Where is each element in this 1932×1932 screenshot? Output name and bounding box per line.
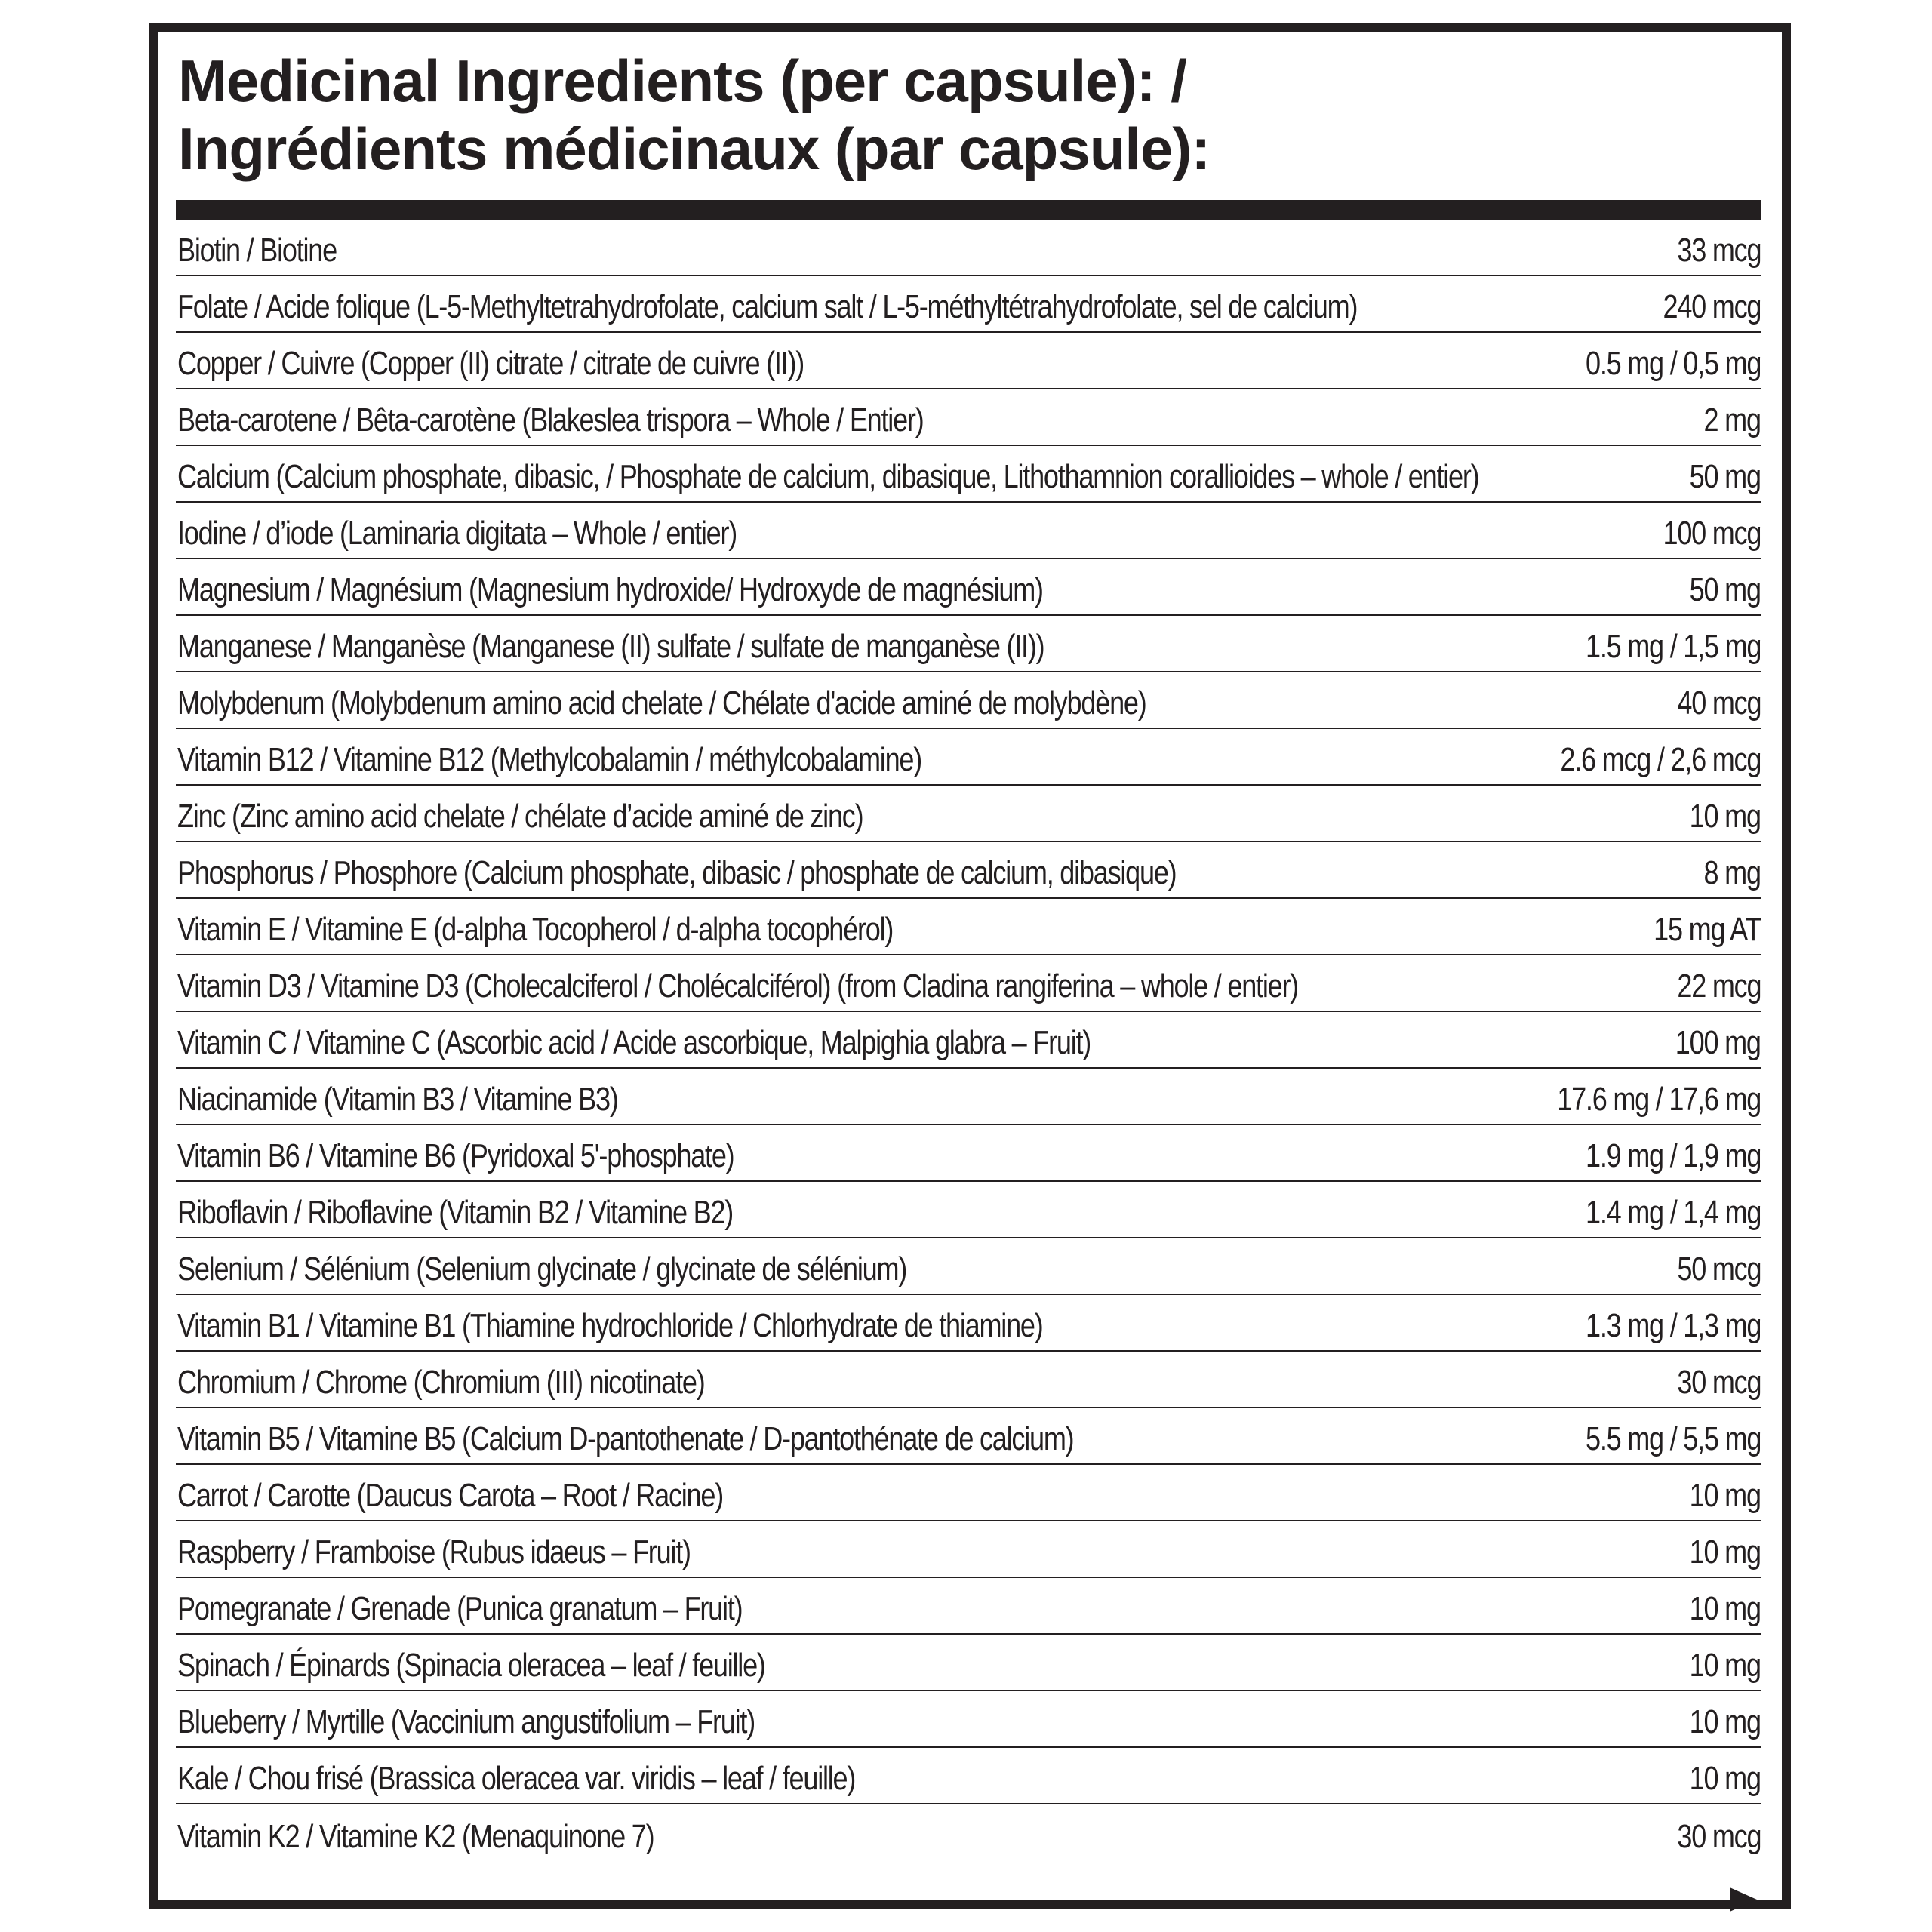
ingredient-row	[176, 1352, 1761, 1408]
ingredient-name: Vitamin B6 / Vitamine B6 (Pyridoxal 5'-phosphate)	[177, 1137, 734, 1174]
ingredient-row	[176, 389, 1761, 446]
ingredient-row	[176, 1804, 1761, 1861]
ingredient-row	[176, 1748, 1761, 1804]
ingredient-row	[176, 1578, 1761, 1635]
ingredient-row	[176, 559, 1761, 616]
ingredient-amount: 22 mcg	[1677, 968, 1761, 1004]
header-divider	[176, 200, 1761, 220]
ingredient-row	[176, 899, 1761, 955]
ingredient-row	[176, 1408, 1761, 1465]
ingredient-row	[176, 729, 1761, 786]
ingredient-amount: 50 mg	[1689, 571, 1761, 608]
ingredient-row	[176, 1069, 1761, 1125]
ingredient-row	[176, 616, 1761, 672]
ingredient-list	[176, 220, 1761, 1861]
ingredient-name: Vitamin E / Vitamine E (d-alpha Tocopherol / d-alpha tocophérol)	[177, 911, 894, 948]
ingredient-name: Pomegranate / Grenade (Punica granatum – Fruit)	[177, 1590, 743, 1627]
ingredient-name: Raspberry / Framboise (Rubus idaeus – Fruit)	[177, 1534, 691, 1571]
ingredient-row	[176, 1691, 1761, 1748]
ingredient-name: Manganese / Manganèse (Manganese (II) sulfate / sulfate de manganèse (II))	[177, 628, 1044, 665]
ingredient-amount: 100 mcg	[1663, 515, 1761, 552]
ingredient-name: Selenium / Sélénium (Selenium glycinate / glycinate de sélénium)	[177, 1251, 907, 1287]
ingredient-amount: 0.5 mg / 0,5 mg	[1585, 345, 1761, 382]
ingredient-amount: 10 mg	[1689, 1760, 1761, 1797]
ingredient-name: Molybdenum (Molybdenum amino acid chelate / Chélate d'acide aminé de molybdène)	[177, 685, 1146, 721]
ingredient-amount: 10 mg	[1689, 1703, 1761, 1740]
ingredient-name: Magnesium / Magnésium (Magnesium hydroxide/ Hydroxyde de magnésium)	[177, 571, 1043, 608]
ingredient-amount: 10 mg	[1689, 1477, 1761, 1514]
ingredient-amount: 5.5 mg / 5,5 mg	[1585, 1420, 1761, 1457]
ingredient-row	[176, 446, 1761, 503]
ingredient-amount: 2.6 mcg / 2,6 mcg	[1560, 741, 1761, 778]
ingredient-amount: 10 mg	[1689, 1590, 1761, 1627]
ingredient-name: Vitamin B12 / Vitamine B12 (Methylcobalamin / méthylcobalamine)	[177, 741, 922, 778]
title-english: Medicinal Ingredients (per capsule): /	[178, 48, 1186, 114]
ingredient-name: Vitamin K2 / Vitamine K2 (Menaquinone 7)	[177, 1818, 654, 1855]
ingredient-amount: 1.9 mg / 1,9 mg	[1585, 1137, 1761, 1174]
ingredient-row	[176, 1125, 1761, 1182]
ingredient-row	[176, 842, 1761, 899]
ingredient-row	[176, 276, 1761, 333]
ingredient-amount: 15 mg AT	[1654, 911, 1761, 948]
ingredient-name: Spinach / Épinards (Spinacia oleracea – leaf / feuille)	[177, 1647, 765, 1684]
ingredient-name: Niacinamide (Vitamin B3 / Vitamine B3)	[177, 1081, 618, 1118]
ingredient-amount: 1.5 mg / 1,5 mg	[1585, 628, 1761, 665]
ingredient-row	[176, 786, 1761, 842]
ingredient-amount: 1.3 mg / 1,3 mg	[1585, 1307, 1761, 1344]
ingredient-name: Vitamin B5 / Vitamine B5 (Calcium D-pantothenate / D-pantothénate de calcium)	[177, 1420, 1074, 1457]
page-title	[178, 47, 1210, 183]
title-french: Ingrédients médicinaux (par capsule):	[178, 115, 1211, 182]
ingredient-amount: 30 mcg	[1677, 1364, 1761, 1401]
ingredient-name: Vitamin D3 / Vitamine D3 (Cholecalciferol / Cholécalciférol) (from Cladina rangiferina – whole / entier)	[177, 968, 1299, 1004]
ingredient-amount: 240 mcg	[1663, 288, 1761, 325]
ingredient-amount: 40 mcg	[1677, 685, 1761, 721]
ingredient-name: Riboflavin / Riboflavine (Vitamin B2 / Vitamine B2)	[177, 1194, 734, 1231]
ingredient-name: Blueberry / Myrtille (Vaccinium angustifolium – Fruit)	[177, 1703, 755, 1740]
ingredient-row	[176, 1012, 1761, 1069]
ingredient-row	[176, 1635, 1761, 1691]
ingredient-amount: 17.6 mg / 17,6 mg	[1557, 1081, 1761, 1118]
continue-arrow-icon	[1730, 1887, 1757, 1912]
ingredient-row	[176, 1521, 1761, 1578]
ingredient-name: Copper / Cuivre (Copper (II) citrate / citrate de cuivre (II))	[177, 345, 804, 382]
ingredient-amount: 2 mg	[1703, 401, 1761, 438]
ingredient-amount: 50 mcg	[1677, 1251, 1761, 1287]
ingredient-name: Iodine / d’iode (Laminaria digitata – Whole / entier)	[177, 515, 737, 552]
ingredient-name: Biotin / Biotine	[177, 232, 337, 269]
ingredient-row	[176, 1182, 1761, 1238]
ingredient-amount: 100 mg	[1675, 1024, 1761, 1061]
ingredient-name: Carrot / Carotte (Daucus Carota – Root / Racine)	[177, 1477, 724, 1514]
ingredient-name: Phosphorus / Phosphore (Calcium phosphate, dibasic / phosphate de calcium, dibasique)	[177, 854, 1177, 891]
ingredient-amount: 50 mg	[1689, 458, 1761, 495]
ingredient-amount: 10 mg	[1689, 798, 1761, 835]
ingredient-amount: 33 mcg	[1677, 232, 1761, 269]
ingredient-amount: 30 mcg	[1677, 1818, 1761, 1855]
ingredient-name: Folate / Acide folique (L-5-Methyltetrahydrofolate, calcium salt / L-5-méthyltétrahydrofolate, sel de calcium)	[177, 288, 1358, 325]
ingredient-name: Zinc (Zinc amino acid chelate / chélate d’acide aminé de zinc)	[177, 798, 863, 835]
ingredient-name: Chromium / Chrome (Chromium (III) nicotinate)	[177, 1364, 705, 1401]
ingredient-row	[176, 333, 1761, 389]
ingredient-name: Vitamin B1 / Vitamine B1 (Thiamine hydrochloride / Chlorhydrate de thiamine)	[177, 1307, 1043, 1344]
ingredient-row	[176, 503, 1761, 559]
ingredient-amount: 1.4 mg / 1,4 mg	[1585, 1194, 1761, 1231]
ingredient-amount: 10 mg	[1689, 1534, 1761, 1571]
ingredient-row	[176, 672, 1761, 729]
ingredient-row	[176, 1465, 1761, 1521]
ingredient-amount: 8 mg	[1703, 854, 1761, 891]
ingredient-name: Vitamin C / Vitamine C (Ascorbic acid / Acide ascorbique, Malpighia glabra – Fruit)	[177, 1024, 1091, 1061]
ingredient-row	[176, 220, 1761, 276]
ingredient-amount: 10 mg	[1689, 1647, 1761, 1684]
ingredient-name: Kale / Chou frisé (Brassica oleracea var. viridis – leaf / feuille)	[177, 1760, 856, 1797]
ingredient-row	[176, 1238, 1761, 1295]
ingredient-row	[176, 955, 1761, 1012]
ingredient-name: Calcium (Calcium phosphate, dibasic, / Phosphate de calcium, dibasique, Lithothamnion corallioides – whole / entier)	[177, 458, 1479, 495]
ingredient-row	[176, 1295, 1761, 1352]
ingredient-name: Beta-carotene / Bêta-carotène (Blakeslea trispora – Whole / Entier)	[177, 401, 924, 438]
